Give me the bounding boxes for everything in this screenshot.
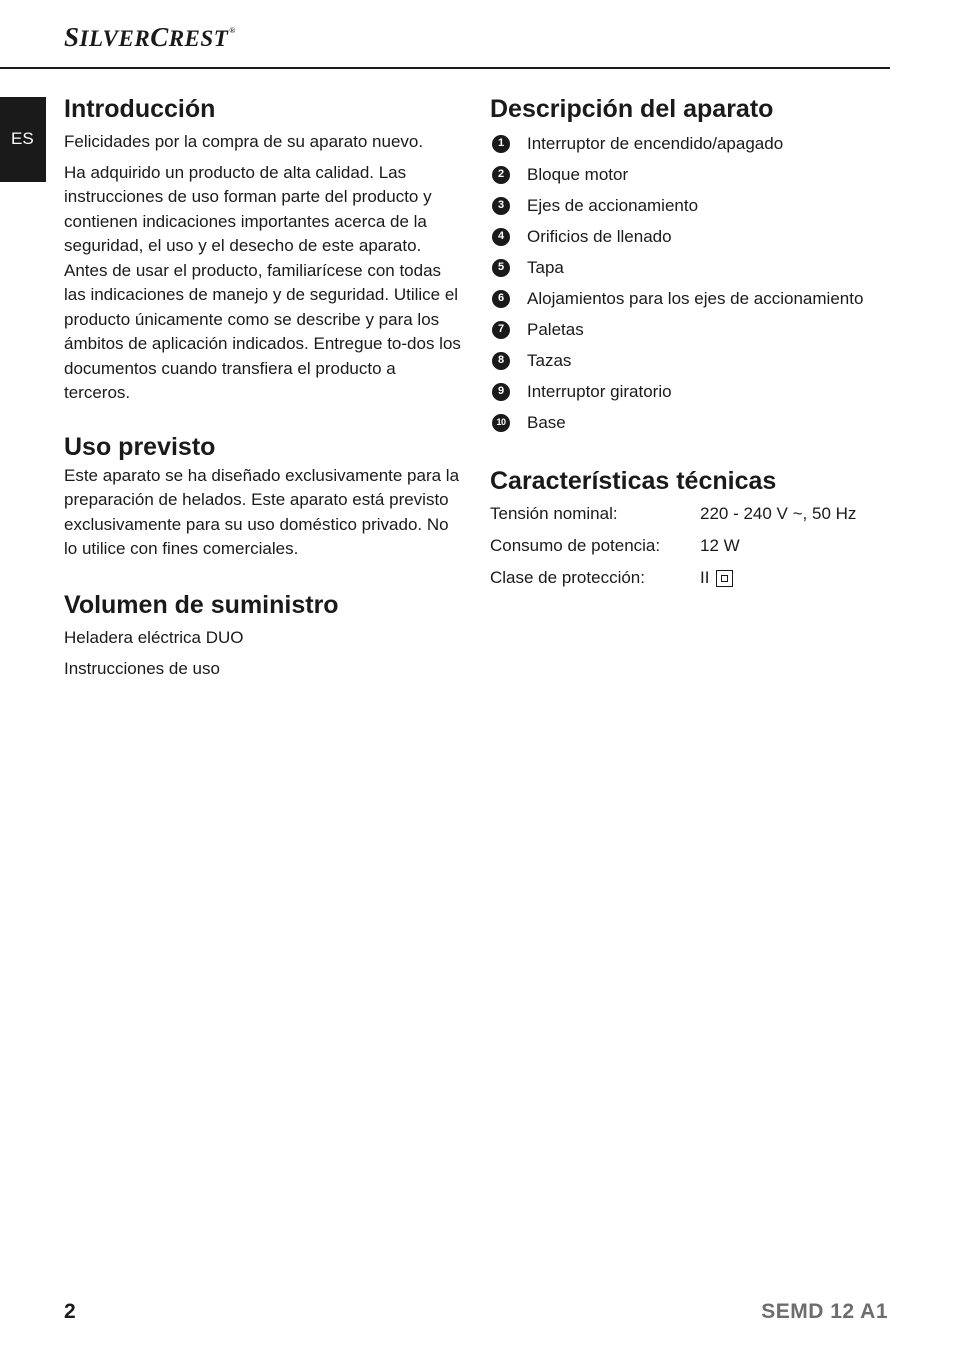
parts-list-item: [490, 314, 890, 345]
intended-use-text: Este aparato se ha diseñado exclusivamente para la preparación de helados. Este aparato está previsto exclusivamente para su uso doméstico privado. No lo utilice con fines comerciales.: [64, 465, 460, 558]
delivery-item: Heladera eléctrica DUO: [64, 627, 244, 647]
number-badge-icon: 9: [492, 383, 510, 401]
brand-logo-rest: REST: [168, 26, 229, 51]
parts-list-item: [490, 407, 890, 438]
spec-key: Tensión nominal:: [490, 504, 618, 523]
part-label: Tazas: [527, 351, 572, 370]
spec-row: [490, 498, 890, 530]
part-label: Ejes de accionamiento: [527, 196, 699, 215]
intro-section: [64, 92, 464, 406]
delivery-scope-section: [64, 588, 464, 684]
spec-value: II: [700, 568, 710, 587]
parts-list: [490, 128, 890, 438]
parts-list-item: [490, 252, 890, 283]
part-label: Alojamientos para los ejes de accionamiento: [527, 289, 864, 308]
number-badge-icon: 4: [492, 228, 510, 246]
intended-use-title: Uso previsto: [64, 432, 216, 461]
parts-list-item: [490, 190, 890, 221]
part-label: Bloque motor: [527, 165, 629, 184]
part-label: Orificios de llenado: [527, 227, 672, 246]
technical-data-title: Características técnicas: [490, 467, 777, 495]
spec-row: [490, 530, 890, 562]
delivery-scope-title: Volumen de suministro: [64, 590, 339, 619]
parts-list-item: [490, 345, 890, 376]
device-description-section: [490, 92, 890, 438]
number-badge-icon: 6: [492, 290, 510, 308]
number-badge-icon: 5: [492, 259, 510, 277]
number-badge-icon: 1: [492, 135, 510, 153]
part-label: Interruptor giratorio: [527, 382, 672, 401]
intro-paragraph-2: Ha adquirido un producto de alta calidad. Las instrucciones de uso forman parte del producto y contienen indicaciones importantes acerca de la seguridad, el uso y el desecho de este aparato. Antes de usar el producto, familiarícese con todas las indicaciones de manejo y de seguridad. Utilice el producto únicamente como se describe y para los ámbitos de aplicación indicados. Entregue to-dos los documentos cuando transfiera el producto a terceros.: [64, 162, 461, 402]
language-code: ES: [11, 129, 34, 148]
parts-list-item: [490, 283, 890, 314]
number-badge-icon: 3: [492, 197, 510, 215]
brand-logo: [64, 22, 236, 53]
device-description-title: Descripción del aparato: [490, 95, 774, 123]
spec-key: Clase de protección:: [490, 568, 645, 587]
intended-use-section: [64, 430, 464, 562]
number-badge-icon: 8: [492, 352, 510, 370]
parts-list-item: [490, 128, 890, 159]
language-tab: [0, 97, 46, 182]
parts-list-item: [490, 221, 890, 252]
page-number: 2: [64, 1300, 76, 1323]
spec-value: 220 - 240 V ~, 50 Hz: [700, 504, 857, 523]
brand-logo-s: S: [64, 22, 80, 52]
part-label: Tapa: [527, 258, 564, 277]
protection-class-ii-icon: [716, 570, 733, 587]
spec-row: [490, 562, 890, 594]
delivery-item: Instrucciones de uso: [64, 658, 220, 678]
part-label: Paletas: [527, 320, 584, 339]
right-column: [490, 92, 890, 594]
parts-list-item: [490, 376, 890, 407]
intro-title: Introducción: [64, 95, 216, 123]
brand-logo-c: C: [150, 22, 169, 52]
part-label: Interruptor de encendido/apagado: [527, 134, 784, 153]
spec-value-wrap: [700, 562, 733, 594]
spec-key: Consumo de potencia:: [490, 536, 661, 555]
intro-paragraph-1: Felicidades por la compra de su aparato nuevo.: [64, 132, 424, 151]
brand-logo-ilver: ILVER: [79, 26, 151, 51]
model-number: SEMD 12 A1: [761, 1300, 888, 1323]
registered-mark: ®: [229, 26, 236, 35]
header-divider: [0, 67, 890, 69]
number-badge-icon: 2: [492, 166, 510, 184]
parts-list-item: [490, 159, 890, 190]
number-badge-icon: 10: [492, 414, 510, 432]
part-label: Base: [527, 413, 566, 432]
number-badge-icon: 7: [492, 321, 510, 339]
spec-value: 12 W: [700, 536, 740, 555]
technical-data-section: [490, 464, 890, 594]
left-column: [64, 92, 464, 684]
